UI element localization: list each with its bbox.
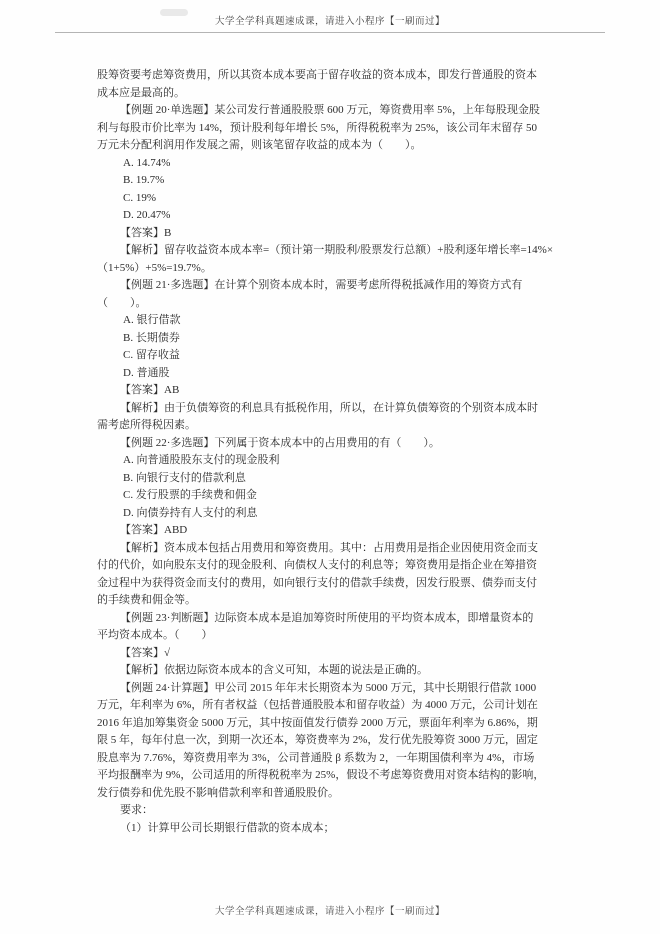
option-b: B. 19.7%	[123, 174, 165, 186]
text-line: 限 5 年，每年付息一次，到期一次还本，筹资费率为 2%，发行优先股筹资 3000 万元，固定	[97, 734, 538, 746]
text-line: 利与每股市价比率为 14%，预计股利每年增长 5%，所得税税率为 25%，该公司年末留存 50	[97, 121, 537, 134]
requirement-1: （1）计算甲公司长期银行借款的资本成本；	[120, 821, 335, 834]
answer-21: 【答案】AB	[120, 384, 180, 396]
analysis-22: 【解析】资本成本包括占用费用和筹资费用。其中：占用费用是指企业因使用资金而支	[120, 541, 538, 554]
text-line: 发行债券和优先股不影响借款利率和普通股股价。	[97, 786, 339, 799]
analysis-20: 【解析】留存收益资本成本率=（预计第一期股利/股票发行总额）+股利逐年增长率=14%×	[120, 244, 554, 256]
requirements-label: 要求：	[120, 804, 153, 816]
text-line: 成本应是最高的。	[97, 86, 185, 99]
question-24-stem: 【例题 24·计算题】甲公司 2015 年年末长期资本为 5000 万元，其中长期银行借款 1000	[120, 681, 537, 694]
analysis-23: 【解析】依据边际资本成本的含义可知，本题的说法是正确的。	[120, 664, 428, 676]
option-d: D. 普通股	[123, 366, 170, 379]
text-line: 2016 年追加筹集资金 5000 万元，其中按面值发行债券 2000 万元，票面年利率为 6.86%，期	[97, 716, 538, 729]
option-c: C. 发行股票的手续费和佣金	[123, 489, 257, 501]
answer-20: 【答案】B	[120, 226, 172, 239]
option-d: D. 20.47%	[123, 209, 171, 221]
text-line: （ ）。	[97, 296, 147, 309]
question-22-stem: 【例题 22·多选题】下列属于资本成本中的占用费用的有（ ）。	[120, 436, 440, 449]
option-a: A. 14.74%	[123, 156, 171, 169]
option-b: B. 向银行支付的借款利息	[123, 471, 246, 484]
text-line: 平均报酬率为 9%，公司适用的所得税税率为 25%，假设不考虑筹资费用对资本结构的影响，	[97, 769, 545, 781]
text-line: 平均资本成本。（ ）	[97, 629, 213, 641]
text-line: 万元，年利率为 6%，所有者权益（包括普通股股本和留存收益）为 4000 万元，公司计划在	[97, 699, 538, 711]
answer-23: 【答案】√	[120, 646, 171, 659]
document-body	[97, 67, 567, 837]
option-b: B. 长期债券	[123, 331, 180, 344]
text-line: 金过程中为获得资金而支付的费用，如向银行支付的借款手续费，因发行股票、债券而支付	[97, 576, 537, 589]
option-a: A. 银行借款	[123, 314, 181, 326]
answer-22: 【答案】ABD	[120, 524, 188, 536]
text-line: 付的代价，如向股东支付的现金股利、向债权人支付的利息等；筹资费用是指企业在筹措资	[97, 559, 537, 571]
text-line: 股筹资要考虑筹资费用，所以其资本成本要高于留存收益的资本成本，即发行普通股的资本	[97, 69, 537, 81]
question-20-stem: 【例题 20·单选题】某公司发行普通股股票 600 万元，筹资费用率 5%，上年每股现金股	[120, 104, 540, 116]
option-a: A. 向普通股股东支付的现金股利	[123, 454, 280, 466]
text-line: （1+5%）+5%=19.7%。	[97, 261, 212, 274]
option-c: C. 留存收益	[123, 349, 180, 361]
question-21-stem: 【例题 21·多选题】在计算个别资本成本时，需要考虑所得税抵减作用的筹资方式有	[120, 279, 523, 291]
text-line: 股息率为 7.76%，筹资费用率为 3%，公司普通股 β 系数为 2，一年期国债利率为 4%，市场	[97, 751, 535, 764]
header-note: 大学全学科真题速成课，请进入小程序【一刷而过】	[214, 17, 445, 27]
option-c: C. 19%	[123, 191, 156, 204]
text-line: 万元未分配利润用作发展之需，则该笔留存收益的成本为（ ）。	[97, 139, 422, 151]
footer-note: 大学全学科真题速成课，请进入小程序【一刷而过】	[214, 907, 445, 917]
header-divider	[55, 32, 605, 33]
analysis-21: 【解析】由于负债筹资的利息具有抵税作用，所以，在计算负债筹资的个别资本成本时	[120, 401, 538, 414]
text-line: 需考虑所得税因素。	[97, 419, 196, 431]
text-line: 的手续费和佣金等。	[97, 594, 196, 606]
option-d: D. 向债券持有人支付的利息	[123, 506, 258, 519]
question-23-stem: 【例题 23·判断题】边际资本成本是追加筹资时所使用的平均资本成本，即增量资本的	[120, 611, 534, 624]
